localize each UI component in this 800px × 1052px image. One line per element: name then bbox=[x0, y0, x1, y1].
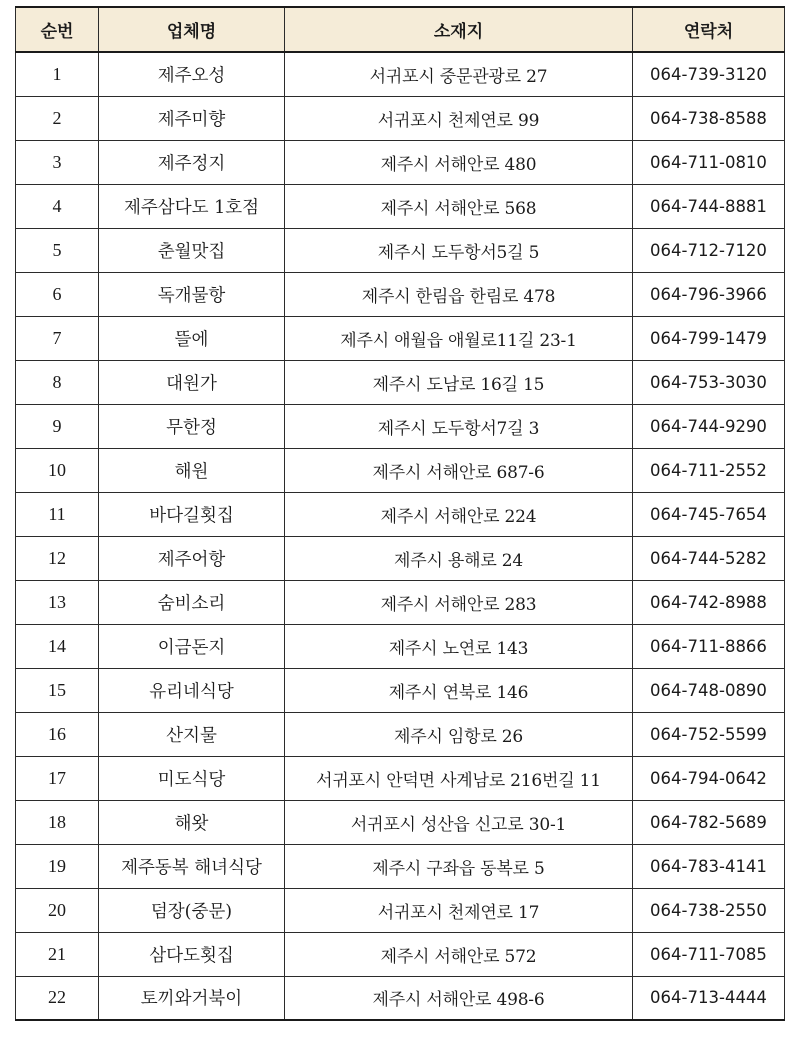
header-phone: 연락처 bbox=[633, 7, 785, 52]
row-number: 2 bbox=[16, 96, 99, 140]
row-phone: 064-753-3030 bbox=[633, 360, 785, 404]
row-phone: 064-711-7085 bbox=[633, 932, 785, 976]
table-row bbox=[16, 932, 785, 976]
row-address: 서귀포시 천제연로 99 bbox=[285, 96, 633, 140]
row-address: 서귀포시 천제연로 17 bbox=[285, 888, 633, 932]
row-business-name: 해왓 bbox=[99, 800, 285, 844]
row-number: 8 bbox=[16, 360, 99, 404]
row-address: 제주시 한림읍 한림로 478 bbox=[285, 272, 633, 316]
row-address: 제주시 도두항서5길 5 bbox=[285, 228, 633, 272]
row-business-name: 산지물 bbox=[99, 712, 285, 756]
table-row bbox=[16, 844, 785, 888]
row-phone: 064-712-7120 bbox=[633, 228, 785, 272]
row-business-name: 제주어항 bbox=[99, 536, 285, 580]
row-business-name: 독개물항 bbox=[99, 272, 285, 316]
row-number: 13 bbox=[16, 580, 99, 624]
row-business-name: 바다길횟집 bbox=[99, 492, 285, 536]
row-business-name: 삼다도횟집 bbox=[99, 932, 285, 976]
row-number: 4 bbox=[16, 184, 99, 228]
table-row bbox=[16, 272, 785, 316]
row-business-name: 해원 bbox=[99, 448, 285, 492]
row-phone: 064-738-2550 bbox=[633, 888, 785, 932]
row-address: 제주시 서해안로 224 bbox=[285, 492, 633, 536]
row-address: 제주시 연북로 146 bbox=[285, 668, 633, 712]
row-phone: 064-739-3120 bbox=[633, 52, 785, 96]
row-phone: 064-799-1479 bbox=[633, 316, 785, 360]
row-business-name: 제주오성 bbox=[99, 52, 285, 96]
row-address: 제주시 서해안로 283 bbox=[285, 580, 633, 624]
row-business-name: 무한정 bbox=[99, 404, 285, 448]
row-address: 제주시 도남로 16길 15 bbox=[285, 360, 633, 404]
header-address: 소재지 bbox=[285, 7, 633, 52]
row-business-name: 대원가 bbox=[99, 360, 285, 404]
row-address: 서귀포시 성산읍 신고로 30-1 bbox=[285, 800, 633, 844]
row-number: 12 bbox=[16, 536, 99, 580]
table-row bbox=[16, 448, 785, 492]
row-phone: 064-796-3966 bbox=[633, 272, 785, 316]
row-number: 20 bbox=[16, 888, 99, 932]
table-body bbox=[16, 52, 785, 1020]
table-row bbox=[16, 800, 785, 844]
row-business-name: 숨비소리 bbox=[99, 580, 285, 624]
row-phone: 064-742-8988 bbox=[633, 580, 785, 624]
row-number: 1 bbox=[16, 52, 99, 96]
table-row bbox=[16, 976, 785, 1020]
table-row bbox=[16, 888, 785, 932]
table-row bbox=[16, 228, 785, 272]
table-row bbox=[16, 96, 785, 140]
row-number: 16 bbox=[16, 712, 99, 756]
row-business-name: 제주미향 bbox=[99, 96, 285, 140]
header-no: 순번 bbox=[16, 7, 99, 52]
row-number: 21 bbox=[16, 932, 99, 976]
row-address: 제주시 임항로 26 bbox=[285, 712, 633, 756]
row-address: 제주시 서해안로 480 bbox=[285, 140, 633, 184]
table-row bbox=[16, 624, 785, 668]
table-row bbox=[16, 184, 785, 228]
row-business-name: 미도식당 bbox=[99, 756, 285, 800]
table-row bbox=[16, 668, 785, 712]
row-address: 서귀포시 안덕면 사계남로 216번길 11 bbox=[285, 756, 633, 800]
row-phone: 064-748-0890 bbox=[633, 668, 785, 712]
row-business-name: 유리네식당 bbox=[99, 668, 285, 712]
row-number: 17 bbox=[16, 756, 99, 800]
row-address: 제주시 서해안로 498-6 bbox=[285, 976, 633, 1020]
restaurant-table bbox=[15, 6, 785, 1021]
table-row bbox=[16, 492, 785, 536]
row-address: 서귀포시 중문관광로 27 bbox=[285, 52, 633, 96]
row-phone: 064-711-0810 bbox=[633, 140, 785, 184]
row-phone: 064-782-5689 bbox=[633, 800, 785, 844]
row-business-name: 춘월맛집 bbox=[99, 228, 285, 272]
row-number: 5 bbox=[16, 228, 99, 272]
table-row bbox=[16, 404, 785, 448]
row-number: 6 bbox=[16, 272, 99, 316]
table-row bbox=[16, 580, 785, 624]
row-business-name: 제주삼다도 1호점 bbox=[99, 184, 285, 228]
row-business-name: 덤장(중문) bbox=[99, 888, 285, 932]
table-row bbox=[16, 712, 785, 756]
table-row bbox=[16, 756, 785, 800]
table-row bbox=[16, 536, 785, 580]
table-row bbox=[16, 52, 785, 96]
row-number: 15 bbox=[16, 668, 99, 712]
row-address: 제주시 도두항서7길 3 bbox=[285, 404, 633, 448]
table-row bbox=[16, 360, 785, 404]
table-row bbox=[16, 140, 785, 184]
row-phone: 064-745-7654 bbox=[633, 492, 785, 536]
row-phone: 064-794-0642 bbox=[633, 756, 785, 800]
row-business-name: 이금돈지 bbox=[99, 624, 285, 668]
row-address: 제주시 애월읍 애월로11길 23-1 bbox=[285, 316, 633, 360]
row-address: 제주시 노연로 143 bbox=[285, 624, 633, 668]
row-business-name: 제주동복 해녀식당 bbox=[99, 844, 285, 888]
row-number: 7 bbox=[16, 316, 99, 360]
row-address: 제주시 서해안로 568 bbox=[285, 184, 633, 228]
row-number: 18 bbox=[16, 800, 99, 844]
row-number: 9 bbox=[16, 404, 99, 448]
header-name: 업체명 bbox=[99, 7, 285, 52]
row-address: 제주시 서해안로 572 bbox=[285, 932, 633, 976]
row-number: 3 bbox=[16, 140, 99, 184]
row-phone: 064-752-5599 bbox=[633, 712, 785, 756]
row-number: 10 bbox=[16, 448, 99, 492]
row-address: 제주시 구좌읍 동복로 5 bbox=[285, 844, 633, 888]
row-phone: 064-744-8881 bbox=[633, 184, 785, 228]
table-header-row bbox=[16, 7, 785, 52]
row-number: 22 bbox=[16, 976, 99, 1020]
row-phone: 064-711-8866 bbox=[633, 624, 785, 668]
row-phone: 064-744-9290 bbox=[633, 404, 785, 448]
row-number: 19 bbox=[16, 844, 99, 888]
table-row bbox=[16, 316, 785, 360]
row-number: 14 bbox=[16, 624, 99, 668]
row-phone: 064-713-4444 bbox=[633, 976, 785, 1020]
row-phone: 064-783-4141 bbox=[633, 844, 785, 888]
row-number: 11 bbox=[16, 492, 99, 536]
row-address: 제주시 서해안로 687-6 bbox=[285, 448, 633, 492]
row-phone: 064-711-2552 bbox=[633, 448, 785, 492]
row-phone: 064-744-5282 bbox=[633, 536, 785, 580]
row-phone: 064-738-8588 bbox=[633, 96, 785, 140]
row-address: 제주시 용해로 24 bbox=[285, 536, 633, 580]
row-business-name: 제주정지 bbox=[99, 140, 285, 184]
row-business-name: 토끼와거북이 bbox=[99, 976, 285, 1020]
row-business-name: 뜰에 bbox=[99, 316, 285, 360]
